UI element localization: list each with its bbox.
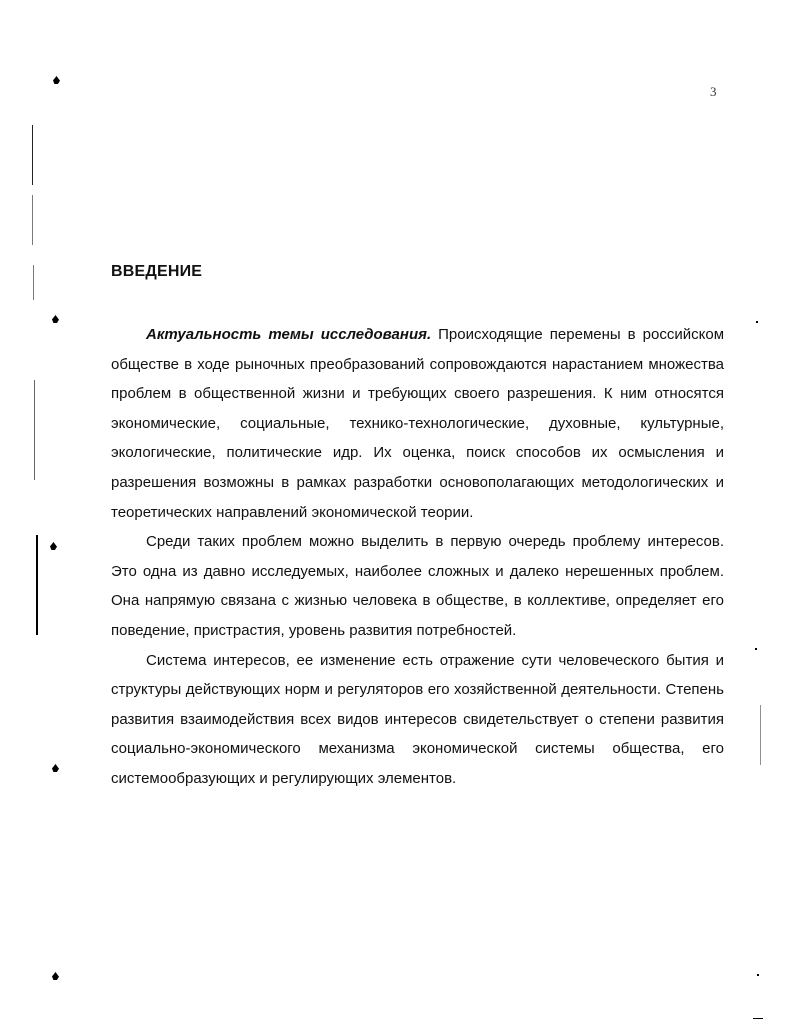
scan-speck-2: [755, 648, 757, 650]
paragraph-2: Среди таких проблем можно выделить в первую очередь проблему интересов. Это одна из давно исследуемых, наиболее сложных и далеко нерешенных проблем. Она напрямую связана с жизнью человека в обществе, в коллективе, определяет его поведение, пристрастия, уровень развития потребностей.: [111, 533, 724, 639]
scan-mark-3: [50, 542, 57, 550]
scan-edge-line-1: [32, 125, 33, 185]
paragraph-1: [111, 320, 724, 527]
paragraph-1-lead: Актуальность темы исследования.: [146, 326, 432, 343]
scan-mark-1: [53, 76, 60, 84]
scan-mark-5: [52, 972, 59, 980]
scan-edge-line-5: [36, 535, 38, 635]
page-number: 3: [710, 84, 717, 99]
scan-mark-2: [52, 315, 59, 323]
scan-speck-1: [756, 321, 758, 323]
body-text: [111, 320, 724, 794]
scan-edge-line-4: [34, 380, 35, 480]
paragraph-1-text: Происходящие перемены в российском обществе в ходе рыночных преобразований сопровождаются нарастанием множества проблем в общественной жизни и требующих своего разрешения. К ним относятся экономические, социальные, технико-технологические, духовные, культурные, экологические, политические идр. Их оценка, поиск способов их осмысления и разрешения возможны в рамках разработки основополагающих методологических и теоретических направлений экономической теории.: [111, 326, 725, 521]
scan-edge-line-3: [33, 265, 34, 300]
scan-speck-4: [753, 1018, 763, 1019]
scan-mark-4: [52, 764, 59, 772]
section-heading: ВВЕДЕНИЕ: [111, 263, 203, 280]
scan-edge-line-6: [760, 705, 761, 765]
scan-edge-line-2: [32, 195, 33, 245]
paragraph-3: Система интересов, ее изменение есть отражение сути человеческого бытия и структуры действующих норм и регуляторов его хозяйственной деятельности. Степень развития взаимодействия всех видов интересов свидетельствует о степени развития социально-экономического механизма экономической системы общества, его системообразующих и регулирующих элементов.: [111, 651, 724, 787]
scan-speck-3: [757, 974, 759, 976]
